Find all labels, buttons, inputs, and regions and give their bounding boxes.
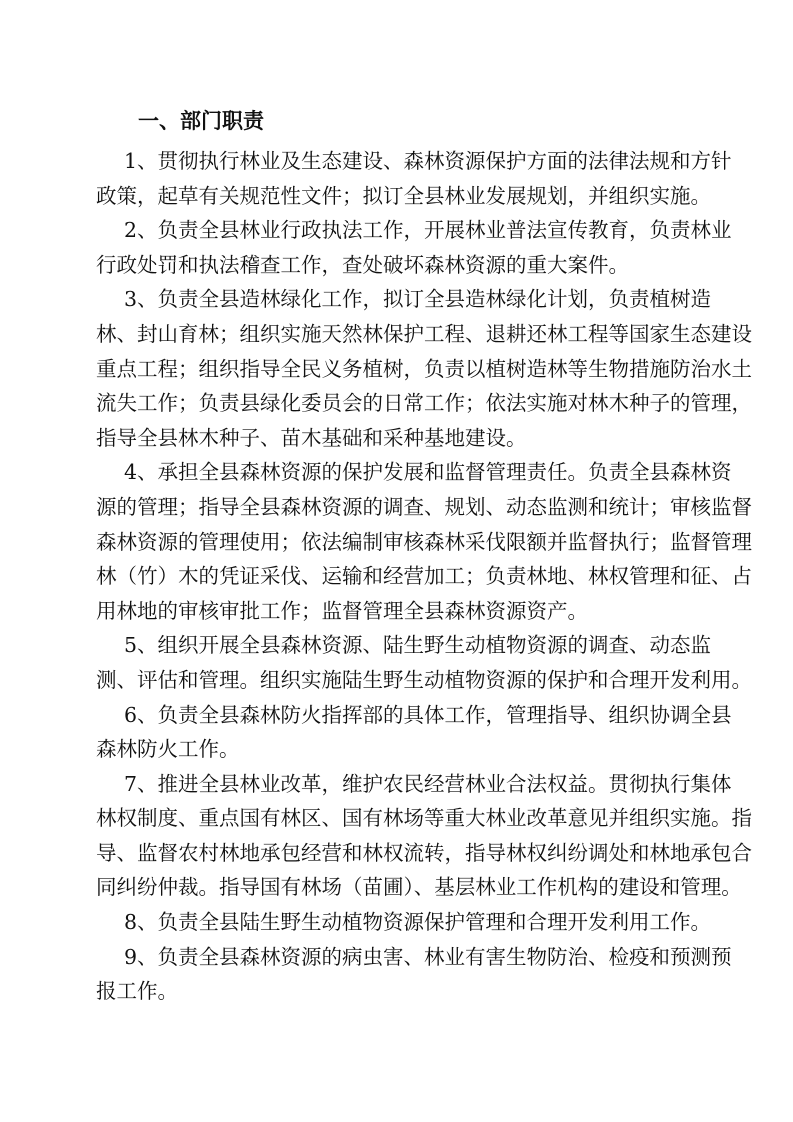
paragraph-line: 源的管理；指导全县森林资源的调查、规划、动态监测和统计；审核监督 [96, 494, 752, 519]
paragraph-line: 报工作。 [96, 979, 178, 1004]
paragraph-line: 林、封山育林；组织实施天然林保护工程、退耕还林工程等国家生态建设 [96, 321, 752, 346]
paragraph-line: 森林资源的管理使用；依法编制审核森林采伐限额并监督执行；监督管理 [96, 529, 752, 554]
paragraph-line: 流失工作；负责县绿化委员会的日常工作；依法实施对林木种子的管理， [96, 391, 752, 416]
paragraph-line: 政策，起草有关规范性文件；拟订全县林业发展规划，并组织实施。 [96, 183, 711, 208]
duty-paragraph [96, 905, 712, 940]
paragraph-line: 导、监督农村林地承包经营和林权流转，指导林权纠纷调处和林地承包合 [96, 840, 752, 865]
document-body [96, 144, 752, 1009]
paragraph-line: 林权制度、重点国有林区、国有林场等重大林业改革意见并组织实施。指 [96, 806, 752, 831]
paragraph-line: 1、贯彻执行林业及生态建设、森林资源保护方面的法律法规和方针 [124, 149, 732, 173]
duty-paragraph [96, 767, 752, 905]
paragraph-line: 8、负责全县陆生野生动植物资源保护管理和合理开发利用工作。 [124, 910, 712, 935]
duty-paragraph [96, 628, 752, 697]
paragraph-line: 4、承担全县森林资源的保护发展和监督管理责任。负责全县森林资 [124, 460, 732, 485]
paragraph-line: 行政处罚和执法稽查工作，查处破坏森林资源的重大案件。 [96, 252, 629, 277]
duty-paragraph [96, 144, 732, 213]
duty-paragraph [96, 455, 752, 628]
duty-paragraph [96, 940, 732, 1009]
paragraph-line: 测、评估和管理。组织实施陆生野生动植物资源的保护和合理开发利用。 [96, 667, 752, 692]
paragraph-line: 同纠纷仲裁。指导国有林场（苗圃）、基层林业工作机构的建设和管理。 [96, 875, 742, 900]
paragraph-line: 用林地的审核审批工作；监督管理全县森林资源资产。 [96, 598, 588, 623]
paragraph-line: 3、负责全县造林绿化工作，拟订全县造林绿化计划，负责植树造 [124, 287, 712, 312]
paragraph-line: 6、负责全县森林防火指挥部的具体工作，管理指导、组织协调全县 [124, 702, 732, 727]
paragraph-line: 重点工程；组织指导全民义务植树，负责以植树造林等生物措施防治水土 [96, 356, 752, 381]
duty-paragraph [96, 282, 752, 455]
duty-paragraph [96, 698, 732, 767]
paragraph-line: 指导全县林木种子、苗木基础和采种基地建设。 [96, 425, 527, 450]
section-heading: 一、部门职责 [138, 109, 264, 133]
paragraph-line: 森林防火工作。 [96, 737, 240, 762]
paragraph-line: 2、负责全县林业行政执法工作，开展林业普法宣传教育，负责林业 [124, 218, 732, 243]
duty-paragraph [96, 213, 732, 282]
paragraph-line: 7、推进全县林业改革，维护农民经营林业合法权益。贯彻执行集体 [124, 771, 732, 796]
paragraph-line: 9、负责全县森林资源的病虫害、林业有害生物防治、检疫和预测预 [124, 944, 732, 969]
paragraph-line: 5、组织开展全县森林资源、陆生野生动植物资源的调查、动态监 [124, 633, 712, 658]
paragraph-line: 林（竹）木的凭证采伐、运输和经营加工；负责林地、林权管理和征、占 [96, 564, 752, 589]
document-page [96, 104, 752, 1009]
